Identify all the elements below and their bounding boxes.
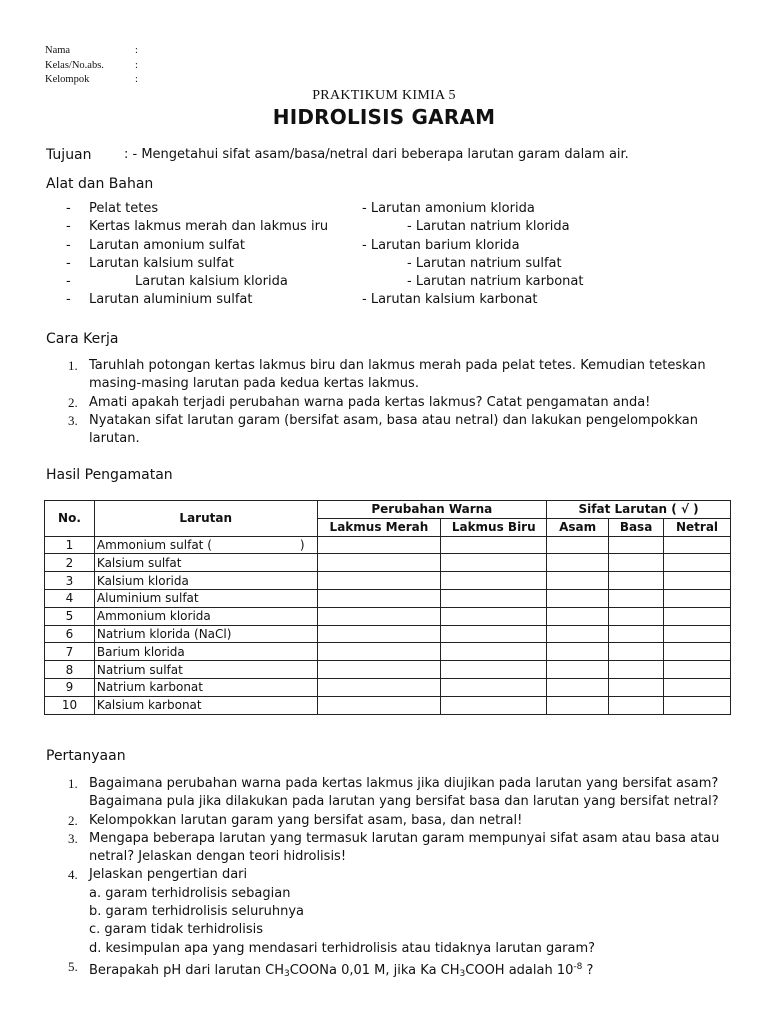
- cell-lakmus-merah[interactable]: [317, 661, 441, 679]
- row-number: 4: [45, 589, 95, 607]
- cell-netral[interactable]: [664, 536, 731, 554]
- page-title: HIDROLISIS GARAM: [272, 105, 496, 129]
- nama-label: Nama: [45, 45, 71, 56]
- question-number: 3.: [68, 830, 78, 846]
- cell-asam[interactable]: [547, 572, 609, 590]
- cell-netral[interactable]: [664, 572, 731, 590]
- table-row: [45, 696, 731, 714]
- cell-basa[interactable]: [609, 572, 664, 590]
- alat-heading: Alat dan Bahan: [46, 176, 154, 192]
- alat-right: - Larutan natrium sulfat: [407, 255, 562, 271]
- cell-lakmus-biru[interactable]: [441, 536, 547, 554]
- alat-row: [60, 291, 620, 309]
- tujuan-label: Tujuan: [46, 147, 92, 163]
- cell-lakmus-merah[interactable]: [317, 625, 441, 643]
- cell-asam[interactable]: [547, 661, 609, 679]
- list-item: [46, 830, 746, 867]
- larutan-name: Ammonium sulfat (: [96, 537, 212, 552]
- alat-left: Kertas lakmus merah dan lakmus iru: [89, 219, 329, 235]
- cell-lakmus-biru[interactable]: [441, 643, 547, 661]
- sub-item: a. garam terhidrolisis sebagian: [89, 885, 291, 901]
- kelompok-colon: :: [135, 74, 138, 85]
- cell-asam[interactable]: [547, 607, 609, 625]
- cara-steps: [46, 357, 736, 448]
- question-text-part: Berapakah pH dari larutan CH: [89, 962, 284, 978]
- question-text: Jelaskan pengertian dari: [89, 867, 248, 883]
- header-lakmus-merah: Lakmus Merah: [317, 518, 441, 536]
- step-number: 2.: [68, 394, 78, 410]
- step-text: Nyatakan sifat larutan garam (bersifat asam, basa atau netral) dan lakukan pengelompokkan larutan.: [89, 412, 698, 447]
- row-larutan: Kalsium klorida: [94, 572, 317, 590]
- alat-left: Larutan aluminium sulfat: [89, 292, 253, 308]
- cell-lakmus-merah[interactable]: [317, 678, 441, 696]
- question-text: Mengapa beberapa larutan yang termasuk larutan garam mempunyai sifat asam atau basa atau netral? Jelaskan dengan teori hidrolisis!: [89, 830, 720, 865]
- nama-row: [45, 44, 138, 59]
- observation-table: [44, 500, 731, 715]
- cell-basa[interactable]: [609, 625, 664, 643]
- cell-basa[interactable]: [609, 678, 664, 696]
- cell-basa[interactable]: [609, 536, 664, 554]
- cell-basa[interactable]: [609, 696, 664, 714]
- cell-netral[interactable]: [664, 678, 731, 696]
- alat-left: Larutan kalsium sulfat: [89, 255, 234, 271]
- alat-right: - Larutan natrium karbonat: [407, 274, 584, 290]
- alat-row: [60, 218, 620, 236]
- cell-basa[interactable]: [609, 607, 664, 625]
- step-text: Amati apakah terjadi perubahan warna pada kertas lakmus? Catat pengamatan anda!: [89, 394, 651, 410]
- bullet-dash: -: [66, 274, 71, 290]
- cell-lakmus-biru[interactable]: [441, 661, 547, 679]
- cell-netral[interactable]: [664, 554, 731, 572]
- question-number: 5.: [68, 958, 78, 974]
- row-number: 7: [45, 643, 95, 661]
- kelompok-label: Kelompok: [45, 74, 90, 85]
- list-item: [46, 775, 746, 812]
- cell-asam[interactable]: [547, 625, 609, 643]
- header-larutan: Larutan: [94, 501, 317, 537]
- sub-item: d. kesimpulan apa yang mendasari terhidrolisis atau tidaknya larutan garam?: [89, 940, 596, 956]
- question-number: 2.: [68, 812, 78, 828]
- kelas-colon: :: [135, 59, 138, 71]
- table-row: [45, 661, 731, 679]
- row-larutan: Kalsium sulfat: [94, 554, 317, 572]
- tujuan-text: : - Mengetahui sifat asam/basa/netral dari beberapa larutan garam dalam air.: [124, 147, 629, 162]
- cell-lakmus-merah[interactable]: [317, 643, 441, 661]
- practicum-subtitle: PRAKTIKUM KIMIA 5: [312, 88, 456, 103]
- cell-lakmus-biru[interactable]: [441, 589, 547, 607]
- bullet-dash: -: [66, 219, 71, 235]
- row-larutan: Barium klorida: [94, 643, 317, 661]
- table-row: [45, 643, 731, 661]
- cara-heading: Cara Kerja: [46, 331, 119, 347]
- table-row: [45, 678, 731, 696]
- question-text-part: COOH adalah 10: [465, 962, 574, 978]
- alat-left: Larutan amonium sulfat: [89, 237, 245, 253]
- question-text: Kelompokkan larutan garam yang bersifat asam, basa, dan netral!: [89, 812, 523, 828]
- row-larutan: Kalsium karbonat: [94, 696, 317, 714]
- subscript: 3: [459, 968, 466, 979]
- alat-row: [60, 237, 620, 255]
- header-sifat-larutan: Sifat Larutan ( √ ): [547, 501, 731, 519]
- alat-right: - Larutan barium klorida: [362, 237, 520, 253]
- cell-asam[interactable]: [547, 678, 609, 696]
- row-larutan: Natrium karbonat: [94, 678, 317, 696]
- cell-lakmus-biru[interactable]: [441, 607, 547, 625]
- larutan-close-paren: ): [299, 537, 305, 552]
- cell-lakmus-merah[interactable]: [317, 607, 441, 625]
- table-row: [45, 536, 731, 554]
- pertanyaan-heading: Pertanyaan: [46, 748, 126, 764]
- list-item: [46, 866, 746, 957]
- row-larutan: [94, 536, 317, 554]
- cell-lakmus-biru[interactable]: [441, 678, 547, 696]
- nama-colon: :: [135, 45, 138, 56]
- alat-list: [60, 200, 620, 310]
- sub-item: c. garam tidak terhidrolisis: [89, 922, 264, 938]
- cell-lakmus-biru[interactable]: [441, 625, 547, 643]
- alat-row: [60, 273, 620, 291]
- question-text-part: COONa 0,01 M, jika Ka CH: [289, 962, 460, 978]
- alat-right: - Larutan natrium klorida: [407, 219, 570, 235]
- list-item: [46, 394, 736, 412]
- list-item: [46, 357, 736, 394]
- row-number: 9: [45, 678, 95, 696]
- cell-basa[interactable]: [609, 643, 664, 661]
- alat-right: - Larutan amonium klorida: [362, 201, 535, 216]
- cell-lakmus-biru[interactable]: [441, 554, 547, 572]
- header-no: No.: [45, 501, 95, 537]
- table-row: [45, 554, 731, 572]
- cell-lakmus-merah[interactable]: [317, 696, 441, 714]
- cell-lakmus-merah[interactable]: [317, 589, 441, 607]
- cell-asam[interactable]: [547, 589, 609, 607]
- cell-lakmus-biru[interactable]: [441, 572, 547, 590]
- row-number: 10: [45, 696, 95, 714]
- list-item: [46, 412, 736, 449]
- row-number: 2: [45, 554, 95, 572]
- cell-asam[interactable]: [547, 696, 609, 714]
- superscript: -8: [573, 961, 583, 972]
- row-larutan: Natrium sulfat: [94, 661, 317, 679]
- table-header-row: [45, 501, 731, 519]
- list-item: [46, 812, 746, 830]
- header-perubahan-warna: Perubahan Warna: [317, 501, 547, 519]
- cell-asam[interactable]: [547, 536, 609, 554]
- cell-netral[interactable]: [664, 661, 731, 679]
- bullet-dash: -: [66, 292, 71, 308]
- step-number: 3.: [68, 412, 78, 428]
- identity-block: [45, 44, 138, 88]
- row-larutan: Aluminium sulfat: [94, 589, 317, 607]
- question-text-part: ?: [582, 962, 594, 978]
- cell-netral[interactable]: [664, 696, 731, 714]
- cell-asam[interactable]: [547, 643, 609, 661]
- table-row: [45, 572, 731, 590]
- pertanyaan-list: [46, 775, 746, 983]
- cell-lakmus-merah[interactable]: [317, 554, 441, 572]
- alat-right: - Larutan kalsium karbonat: [362, 292, 538, 308]
- row-number: 3: [45, 572, 95, 590]
- cell-lakmus-merah[interactable]: [317, 572, 441, 590]
- alat-row: [60, 255, 620, 273]
- question-text: Bagaimana perubahan warna pada kertas lakmus jika diujikan pada larutan yang bersifat asam? Bagaimana pula jika dilakukan pada larutan yang bersifat basa dan larutan yang bersifat netral?: [89, 776, 719, 810]
- row-number: 5: [45, 607, 95, 625]
- table-row: [45, 607, 731, 625]
- alat-row: [60, 200, 620, 218]
- kelas-row: [45, 59, 138, 74]
- alat-left: Pelat tetes: [89, 201, 159, 216]
- cell-basa[interactable]: [609, 589, 664, 607]
- cell-netral[interactable]: [664, 625, 731, 643]
- sub-item: b. garam terhidrolisis seluruhnya: [89, 904, 305, 920]
- cell-netral[interactable]: [664, 589, 731, 607]
- alat-left: Larutan kalsium klorida: [135, 274, 288, 290]
- kelompok-row: [45, 73, 138, 88]
- cell-lakmus-merah[interactable]: [317, 536, 441, 554]
- table-row: [45, 625, 731, 643]
- kelas-label: Kelas/No.abs.: [45, 59, 104, 71]
- row-larutan: Natrium klorida (NaCl): [94, 625, 317, 643]
- cell-basa[interactable]: [609, 554, 664, 572]
- header-basa: Basa: [609, 518, 664, 536]
- cell-basa[interactable]: [609, 661, 664, 679]
- row-larutan: Ammonium klorida: [94, 607, 317, 625]
- hasil-heading: Hasil Pengamatan: [46, 467, 173, 483]
- cell-asam[interactable]: [547, 554, 609, 572]
- bullet-dash: -: [66, 255, 71, 271]
- row-number: 1: [45, 536, 95, 554]
- cell-lakmus-biru[interactable]: [441, 696, 547, 714]
- header-lakmus-biru: Lakmus Biru: [441, 518, 547, 536]
- bullet-dash: -: [66, 201, 71, 216]
- header-asam: Asam: [547, 518, 609, 536]
- question-number: 1.: [68, 776, 78, 791]
- step-text: Taruhlah potongan kertas lakmus biru dan lakmus merah pada pelat tetes. Kemudian teteskan masing-masing larutan pada kedua kertas lakmus.: [89, 358, 706, 392]
- table-row: [45, 589, 731, 607]
- list-item: [46, 958, 746, 983]
- cell-netral[interactable]: [664, 607, 731, 625]
- row-number: 8: [45, 661, 95, 679]
- row-number: 6: [45, 625, 95, 643]
- step-number: 1.: [68, 358, 78, 373]
- bullet-dash: -: [66, 237, 71, 253]
- question-number: 4.: [68, 867, 78, 883]
- subscript: 3: [284, 968, 290, 979]
- header-netral: Netral: [664, 518, 731, 536]
- cell-netral[interactable]: [664, 643, 731, 661]
